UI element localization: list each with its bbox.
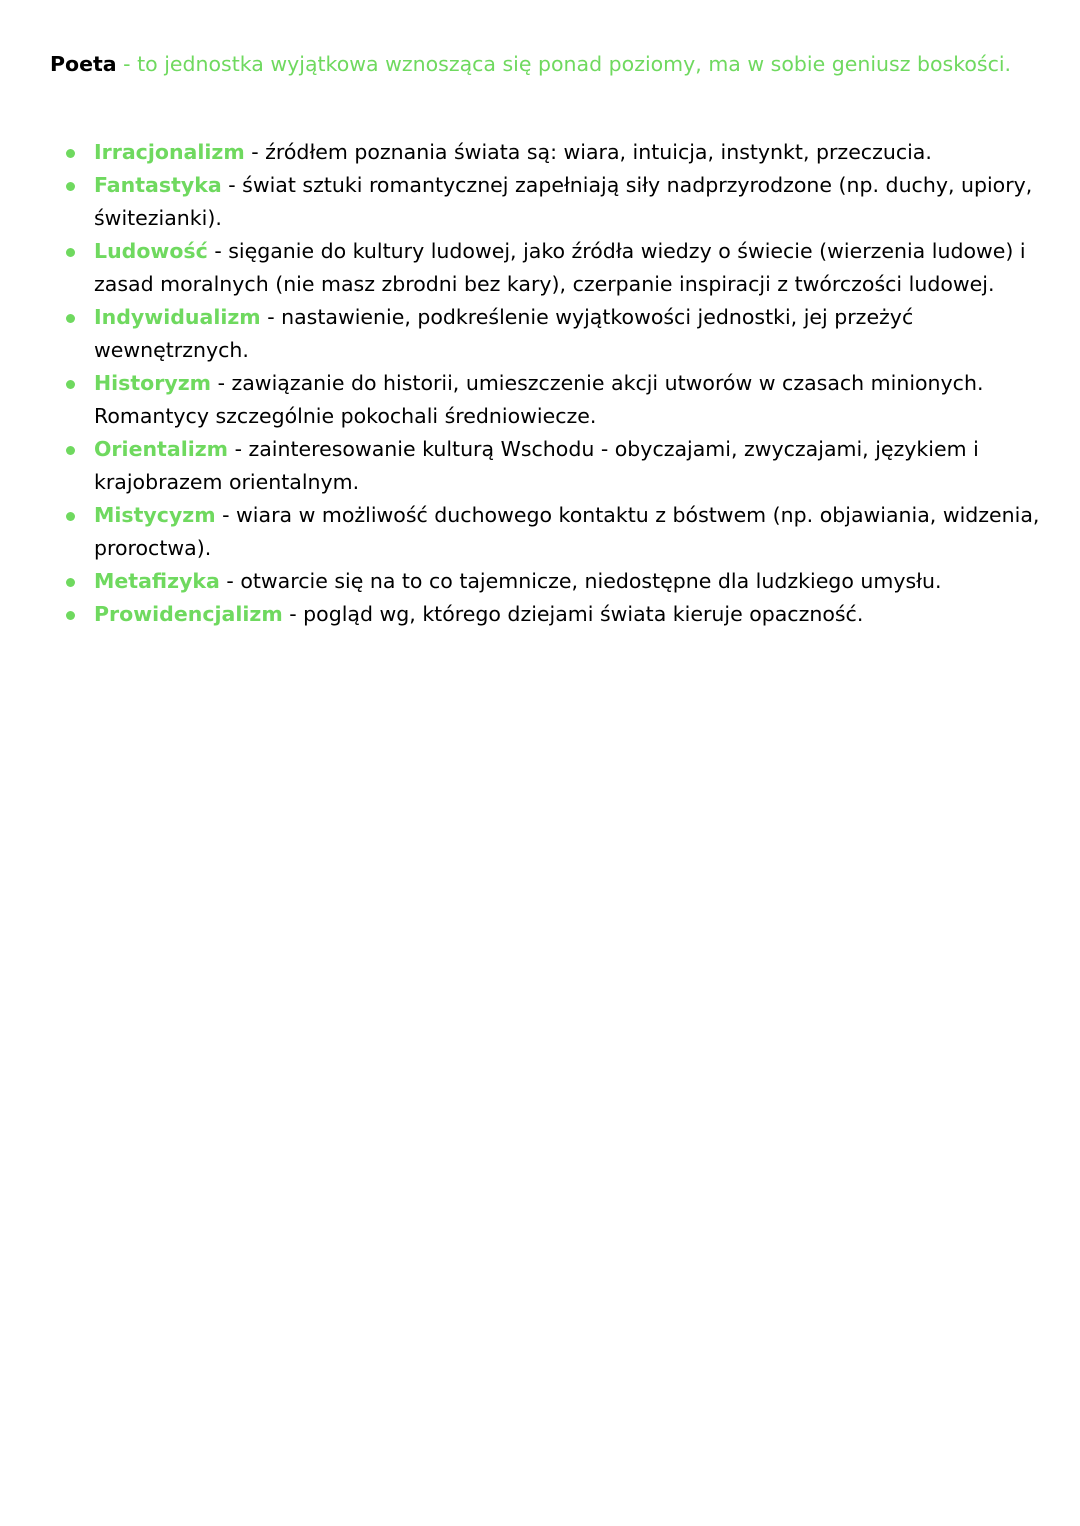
list-item-text: - zawiązanie do historii, umieszczenie akcji utworów w czasach minionych. Romantycy szczególnie pokochali średniowiecze. [94, 371, 984, 428]
list-item-text: - nastawienie, podkreślenie wyjątkowości jednostki, jej przeżyć wewnętrznych. [94, 305, 914, 362]
list-item-term: Irracjonalizm [94, 140, 245, 164]
bullet-icon [66, 446, 75, 455]
list-item-metafizyka [66, 565, 1046, 598]
list-item-text: - zainteresowanie kulturą Wschodu - obyczajami, zwyczajami, językiem i krajobrazem orientalnym. [94, 437, 979, 494]
list-item-orientalizm [66, 433, 1046, 499]
list-item-text: - wiara w możliwość duchowego kontaktu z bóstwem (np. objawiania, widzenia, proroctwa). [94, 503, 1040, 560]
bullet-icon [66, 578, 75, 587]
intro-separator: - [116, 52, 138, 76]
list-item-indywidualizm [66, 301, 1046, 367]
bullet-icon [66, 380, 75, 389]
intro-term: Poeta [50, 52, 117, 76]
bullet-icon [66, 248, 75, 257]
intro-definition-text: to jednostka wyjątkowa wznosząca się ponad poziomy, ma w sobie geniusz boskości. [137, 52, 1012, 76]
list-item-term: Indywidualizm [94, 305, 261, 329]
list-item-mistycyzm [66, 499, 1046, 565]
list-item-term: Mistycyzm [94, 503, 216, 527]
list-item-prowidencjalizm [66, 598, 1046, 631]
romanticism-features-list [66, 136, 1046, 631]
bullet-icon [66, 314, 75, 323]
list-item-irracjonalizm [66, 136, 1046, 169]
list-item-term: Historyzm [94, 371, 212, 395]
list-item-text: - sięganie do kultury ludowej, jako źródła wiedzy o świecie (wierzenia ludowe) i zasad moralnych (nie masz zbrodni bez kary), czerpanie inspiracji z twórczości ludowej. [94, 239, 1026, 296]
bullet-icon [66, 611, 75, 620]
list-item-historyzm [66, 367, 1046, 433]
list-item-term: Ludowość [94, 239, 208, 263]
list-item-term: Metafizyka [94, 569, 220, 593]
list-item-text: - źródłem poznania świata są: wiara, intuicja, instynkt, przeczucia. [244, 140, 932, 164]
list-item-text: - pogląd wg, którego dziejami świata kieruje opaczność. [282, 602, 864, 626]
list-item-term: Fantastyka [94, 173, 222, 197]
bullet-icon [66, 182, 75, 191]
list-item-ludowosc [66, 235, 1046, 301]
list-item-fantastyka [66, 169, 1046, 235]
bullet-icon [66, 512, 75, 521]
list-item-term: Orientalizm [94, 437, 229, 461]
list-item-text: - świat sztuki romantycznej zapełniają siły nadprzyrodzone (np. duchy, upiory, świtezianki). [94, 173, 1033, 230]
list-item-term: Prowidencjalizm [94, 602, 283, 626]
list-item-text: - otwarcie się na to co tajemnicze, niedostępne dla ludzkiego umysłu. [219, 569, 942, 593]
intro-definition [50, 46, 1050, 82]
bullet-icon [66, 149, 75, 158]
